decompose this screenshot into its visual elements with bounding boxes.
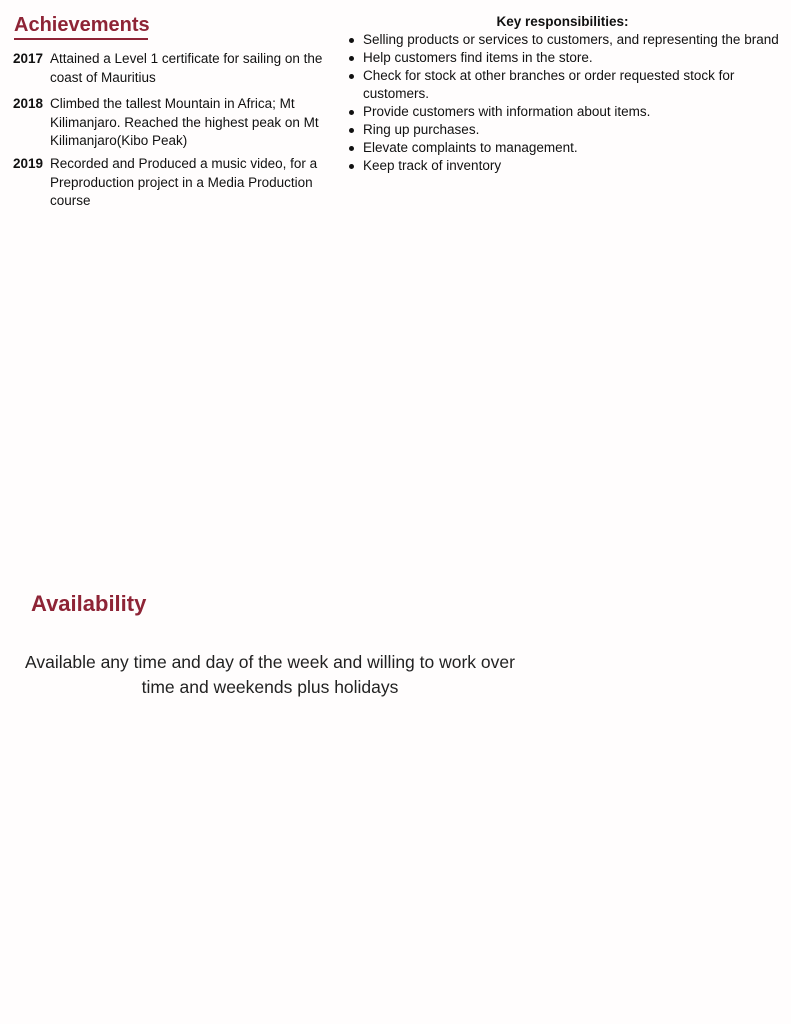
responsibility-item: Keep track of inventory	[345, 157, 785, 175]
responsibility-item: Help customers find items in the store.	[345, 49, 785, 67]
achievement-text: Recorded and Produced a music video, for a Preproduction project in a Media Production course	[50, 156, 318, 208]
achievement-text: Climbed the tallest Mountain in Africa; Mt Kilimanjaro. Reached the highest peak on Mt Kilimanjaro(Kibo Peak)	[50, 96, 319, 148]
achievement-year: 2017	[13, 51, 44, 66]
responsibilities-heading: Key responsibilities:	[496, 14, 629, 29]
responsibility-item: Check for stock at other branches or order requested stock for customers.	[345, 67, 785, 103]
responsibility-item: Selling products or services to customers, and representing the brand	[345, 31, 785, 49]
responsibilities-list	[345, 31, 785, 175]
achievement-entry	[13, 155, 343, 211]
achievement-entry	[13, 50, 343, 87]
responsibility-item: Provide customers with information about items.	[345, 103, 785, 121]
achievement-year: 2019	[13, 156, 44, 171]
availability-heading: Availability	[31, 591, 147, 616]
responsibility-item: Elevate complaints to management.	[345, 139, 785, 157]
responsibility-item: Ring up purchases.	[345, 121, 785, 139]
achievements-underline	[14, 38, 148, 40]
achievement-entry	[13, 95, 343, 151]
achievement-year: 2018	[13, 96, 44, 111]
achievements-heading: Achievements	[14, 14, 150, 36]
availability-text: Available any time and day of the week and willing to work over time and weekends plus holidays	[25, 652, 515, 697]
achievement-text: Attained a Level 1 certificate for sailing on the coast of Mauritius	[50, 51, 323, 85]
